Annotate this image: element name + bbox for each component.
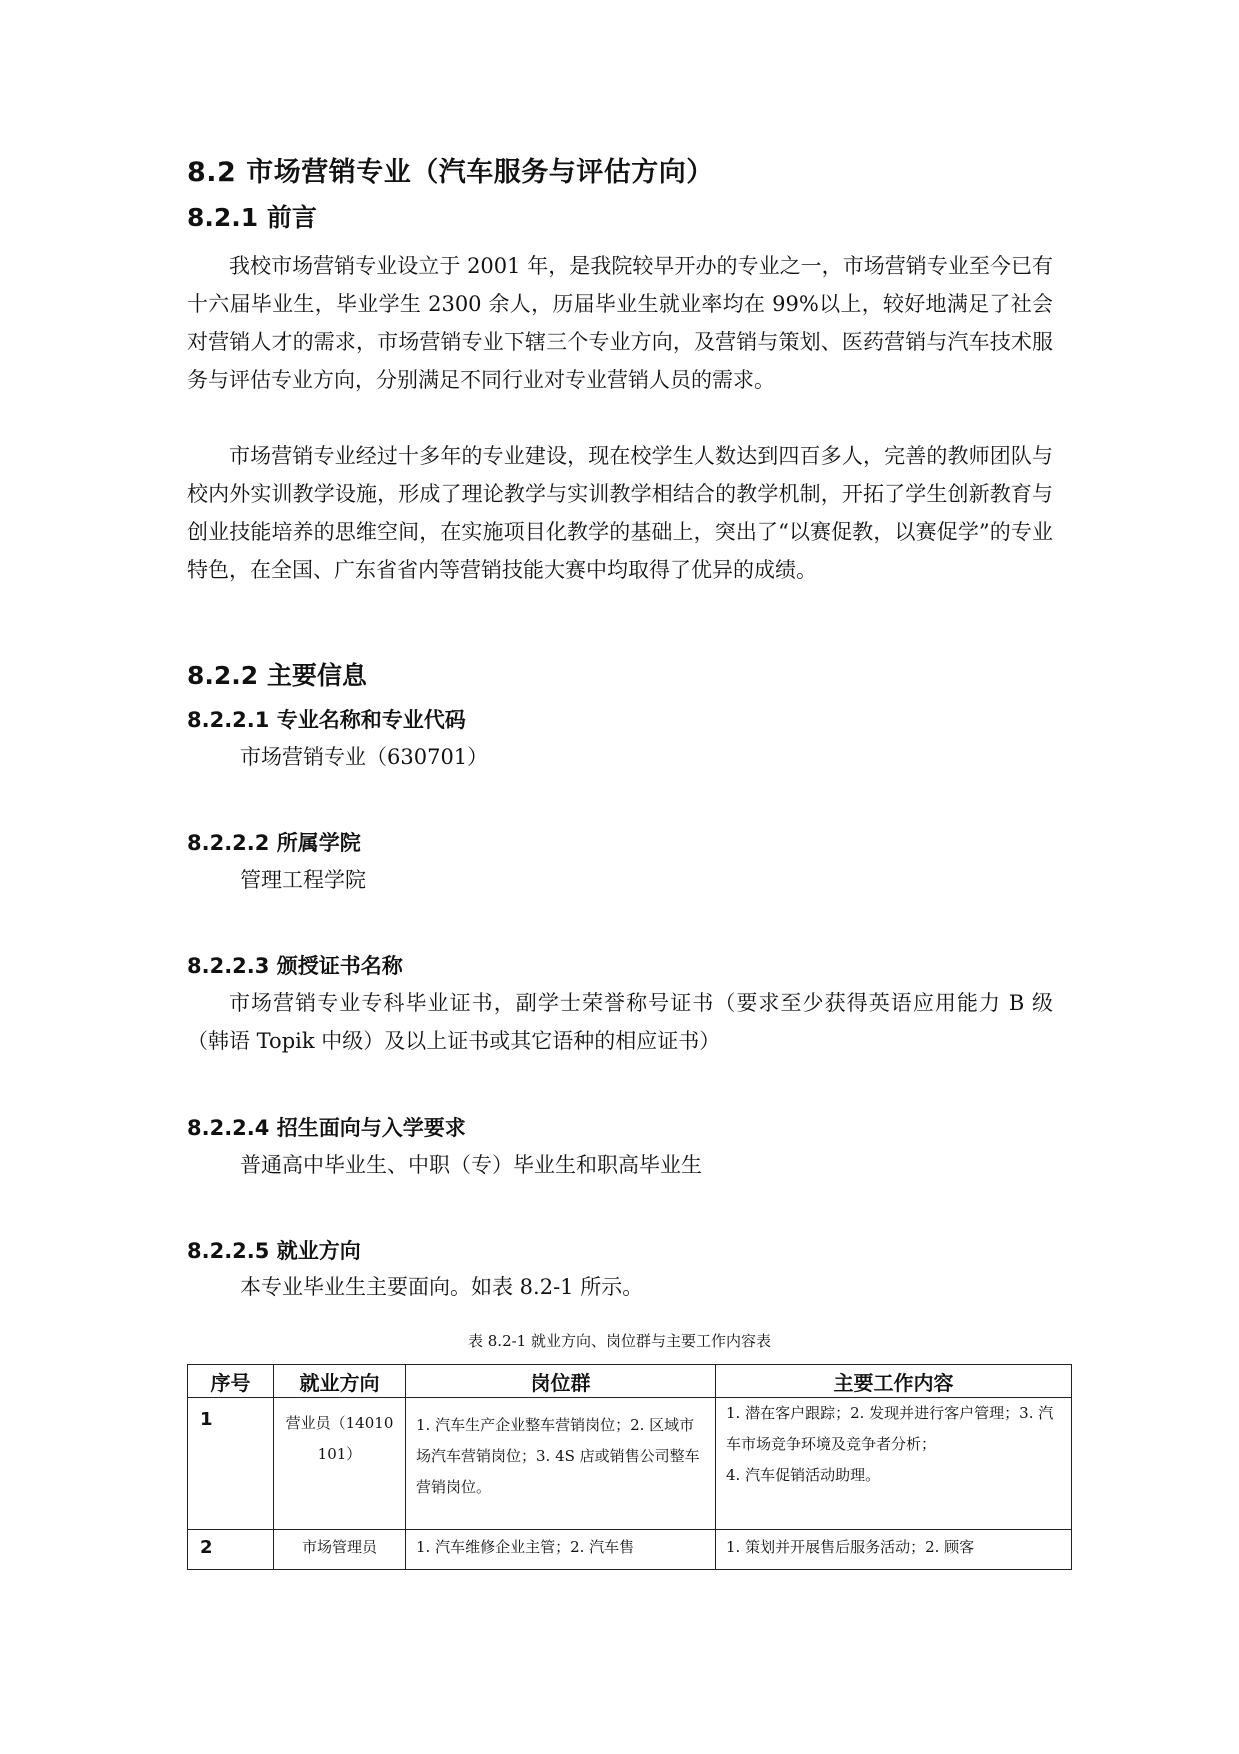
row-direction: 市场管理员 — [274, 1530, 406, 1570]
row-content — [716, 1398, 1072, 1530]
section-title: 8.2 市场营销专业（汽车服务与评估方向） — [187, 157, 714, 188]
row-direction: 营业员（14010101） — [274, 1398, 406, 1530]
row-positions: 1. 汽车维修企业主管；2. 汽车售 — [406, 1530, 716, 1570]
header-content: 主要工作内容 — [716, 1365, 1072, 1398]
row-content-part-a: 1. 潜在客户跟踪；2. 发现并进行客户管理；3. 汽车市场竞争环境及竞争者分析； — [726, 1404, 1054, 1453]
preface-heading: 8.2.1 前言 — [187, 203, 317, 232]
college-text: 管理工程学院 — [240, 868, 366, 892]
certificate-heading: 8.2.2.3 颁授证书名称 — [187, 954, 403, 978]
row-positions: 1. 汽车生产企业整车营销岗位；2. 区域市场汽车营销岗位；3. 4S 店或销售公司整车营销岗位。 — [406, 1398, 716, 1530]
admission-text: 普通高中毕业生、中职（专）毕业生和职高毕业生 — [240, 1153, 702, 1177]
table-header-row — [188, 1365, 1072, 1398]
header-direction: 就业方向 — [274, 1365, 406, 1398]
table-row — [188, 1398, 1072, 1530]
row-content: 1. 策划并开展售后服务活动；2. 顾客 — [716, 1530, 1072, 1570]
admission-heading: 8.2.2.4 招生面向与入学要求 — [187, 1116, 466, 1140]
main-info-heading: 8.2.2 主要信息 — [187, 661, 367, 690]
employment-text: 本专业毕业生主要面向。如表 8.2-1 所示。 — [240, 1275, 644, 1299]
major-name-heading: 8.2.2.1 专业名称和专业代码 — [187, 708, 466, 732]
employment-heading: 8.2.2.5 就业方向 — [187, 1239, 361, 1263]
major-name-text: 市场营销专业（630701） — [240, 745, 489, 769]
certificate-text: 市场营销专业专科毕业证书，副学士荣誉称号证书（要求至少获得英语应用能力 B 级（韩语 Topik 中级）及以上证书或其它语种的相应证书） — [187, 991, 1053, 1053]
preface-paragraph-1: 我校市场营销专业设立于 2001 年，是我院较早开办的专业之一，市场营销专业至今已有十六届毕业生，毕业学生 2300 余人，历届毕业生就业率均在 99%以上，较好地满足了社会对营销人才的需求，市场营销专业下辖三个专业方向，及营销与策划、医药营销与汽车技术服务与评估专业方向，分别满足不同行业对专业营销人员的需求。 — [187, 254, 1053, 392]
preface-paragraph-2: 市场营销专业经过十多年的专业建设，现在校学生人数达到四百多人，完善的教师团队与校内外实训教学设施，形成了理论教学与实训教学相结合的教学机制，开拓了学生创新教育与创业技能培养的思维空间，在实施项目化教学的基础上，突出了“以赛促教，以赛促学”的专业特色，在全国、广东省省内等营销技能大赛中均取得了优异的成绩。 — [187, 444, 1053, 582]
row-num: 2 — [188, 1530, 274, 1570]
row-content-part-b: 4. 汽车促销活动助理。 — [726, 1466, 881, 1484]
table-row — [188, 1530, 1072, 1570]
header-num: 序号 — [188, 1365, 274, 1398]
table-caption: 表 8.2-1 就业方向、岗位群与主要工作内容表 — [467, 1332, 771, 1350]
college-heading: 8.2.2.2 所属学院 — [187, 831, 361, 855]
header-positions: 岗位群 — [406, 1365, 716, 1398]
employment-table — [187, 1364, 1072, 1570]
row-num: 1 — [188, 1398, 274, 1530]
